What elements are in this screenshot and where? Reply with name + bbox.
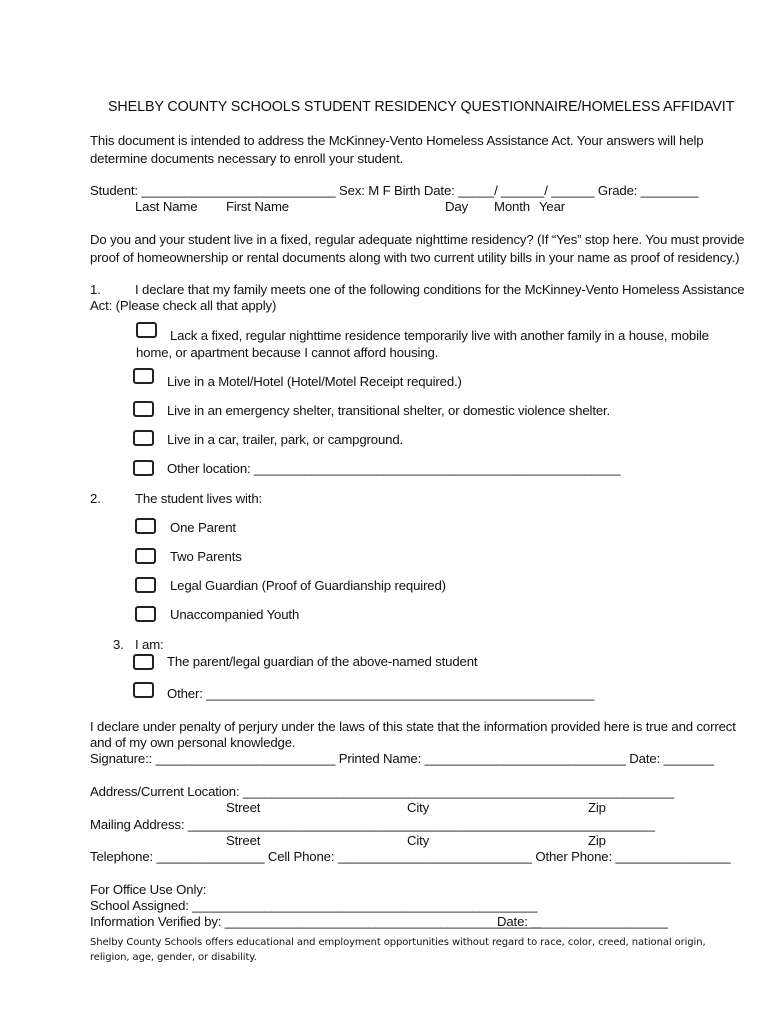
mailing-city-label: City [407,833,430,848]
address-zip-label: Zip [588,800,606,815]
option-lack-residence-line-1: Lack a fixed, regular nighttime residence temporarily live with another family in a house, mobile [170,328,709,343]
section-3-label: I am: [135,637,164,652]
option-unaccompanied-youth: Unaccompanied Youth [170,607,300,622]
checkbox-parent-guardian[interactable] [133,654,154,670]
section-1-number: 1. [90,282,101,297]
checkbox-other-location[interactable] [133,460,154,476]
section-2-label: The student lives with: [135,491,263,506]
section-2-number: 2. [90,491,101,506]
information-verified-line[interactable]: Information Verified by: ____________________________________________ [90,914,541,929]
mailing-zip-label: Zip [588,833,606,848]
checkbox-motel-hotel[interactable] [133,368,154,384]
residency-question-line-1: Do you and your student live in a fixed, regular adequate nighttime residency? (If “Yes” stop here. You must provide [90,232,745,247]
residency-question-line-2: proof of homeownership or rental documents along with two current utility bills in your name as proof of residency.) [90,250,740,265]
office-use-heading: For Office Use Only: [90,882,207,897]
checkbox-lack-residence[interactable] [136,322,157,338]
signature-line[interactable]: Signature:: _________________________ Printed Name: ____________________________ Date: _______ [90,751,714,766]
month-label: Month [494,199,530,214]
option-lack-residence-line-2: home, or apartment because I cannot afford housing. [136,345,439,360]
footer-line-1: Shelby County Schools offers educational and employment opportunities without regard to race, color, creed, national origin, [90,937,706,948]
checkbox-car-trailer[interactable] [133,430,154,446]
school-assigned-line[interactable]: School Assigned: ________________________________________________ [90,898,538,913]
section-3-number: 3. [113,637,124,652]
checkbox-other-relationship[interactable] [133,682,154,698]
option-two-parents: Two Parents [170,549,242,564]
footer-line-2: religion, age, gender, or disability. [90,952,257,963]
option-other-relationship: Other: ______________________________________________________ [167,686,595,701]
checkbox-one-parent[interactable] [135,518,156,534]
office-date-line[interactable]: Date: ___________________ [497,914,668,929]
mailing-address-line[interactable]: Mailing Address: _________________________________________________________________ [90,817,655,832]
option-car-trailer: Live in a car, trailer, park, or campground. [167,432,404,447]
last-name-label: Last Name [135,199,198,214]
checkbox-two-parents[interactable] [135,548,156,564]
address-line[interactable]: Address/Current Location: ____________________________________________________________ [90,784,675,799]
checkbox-legal-guardian[interactable] [135,577,156,593]
option-motel-hotel: Live in a Motel/Hotel (Hotel/Motel Receipt required.) [167,374,462,389]
form-title: SHELBY COUNTY SCHOOLS STUDENT RESIDENCY QUESTIONNAIRE/HOMELESS AFFIDAVIT [108,99,735,115]
year-label: Year [539,199,566,214]
option-parent-guardian: The parent/legal guardian of the above-named student [167,654,478,669]
intro-line-1: This document is intended to address the McKinney-Vento Homeless Assistance Act. Your answers will help [90,133,704,148]
declaration-line-2: and of my own personal knowledge. [90,735,296,750]
section-1-line-1: I declare that my family meets one of the following conditions for the McKinney-Vento Homeless Assistance [135,282,745,297]
intro-line-2: determine documents necessary to enroll your student. [90,151,404,166]
student-info-line: Student: ___________________________ Sex: M F Birth Date: _____/ ______/ ______ Grade: ________ [90,183,699,198]
first-name-label: First Name [226,199,289,214]
phone-line[interactable]: Telephone: _______________ Cell Phone: ___________________________ Other Phone: ________________ [90,849,731,864]
option-other-location: Other location: ___________________________________________________ [167,461,621,476]
option-shelter: Live in an emergency shelter, transitional shelter, or domestic violence shelter. [167,403,611,418]
day-label: Day [445,199,469,214]
declaration-line-1: I declare under penalty of perjury under the laws of this state that the information provided here is true and correct [90,719,736,734]
option-legal-guardian: Legal Guardian (Proof of Guardianship required) [170,578,446,593]
option-one-parent: One Parent [170,520,236,535]
mailing-street-label: Street [226,833,261,848]
address-street-label: Street [226,800,261,815]
checkbox-unaccompanied-youth[interactable] [135,606,156,622]
section-1-line-2: Act: (Please check all that apply) [90,298,277,313]
checkbox-shelter[interactable] [133,401,154,417]
address-city-label: City [407,800,430,815]
